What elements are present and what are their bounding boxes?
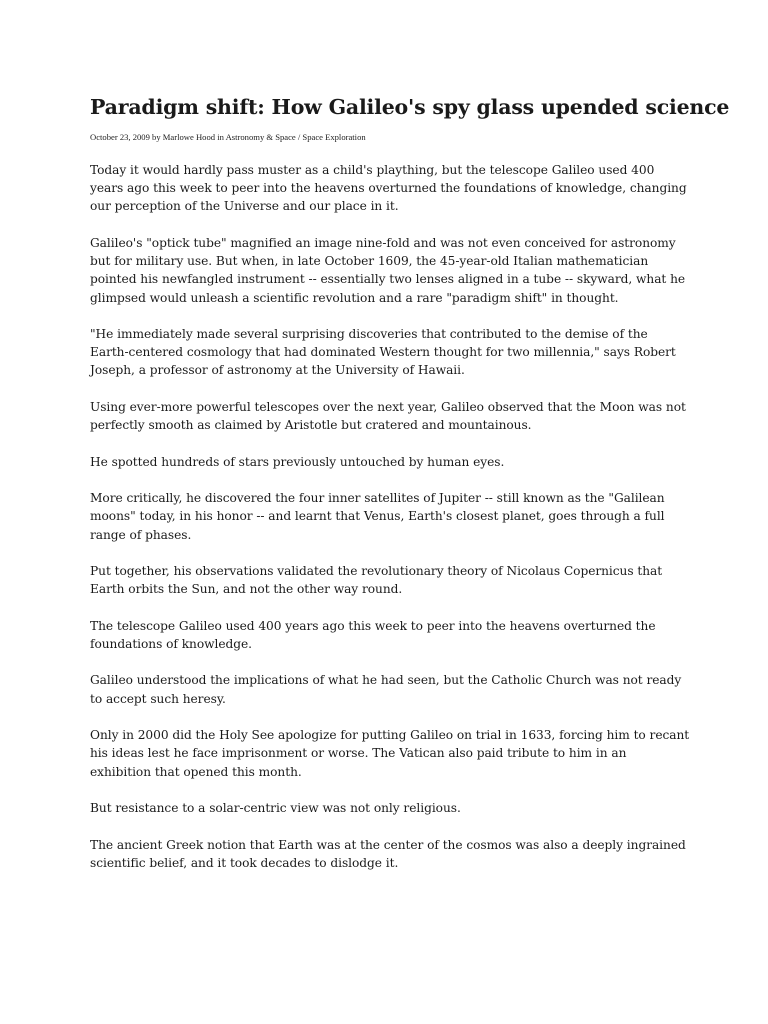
article-byline: October 23, 2009 by Marlowe Hood in Astronomy & Space / Space Exploration — [90, 132, 366, 142]
paragraph: The ancient Greek notion that Earth was at the center of the cosmos was also a deeply ingrained scientific belief, and it took decades to dislodge it. — [90, 837, 686, 870]
article-body — [90, 161, 690, 872]
paragraph: Galileo's "optick tube" magnified an image nine-fold and was not even conceived for astronomy but for military use. But when, in late October 1609, the 45-year-old Italian mathematician pointed his newfangled instrument -- essentially two lenses aligned in a tube -- skyward, what he glimpsed would unleash a scientific revolution and a rare "paradigm shift" in thought. — [90, 235, 686, 305]
paragraph: Today it would hardly pass muster as a child's plaything, but the telescope Galileo used 400 years ago this week to peer into the heavens overturned the foundations of knowledge, changing our perception of the Universe and our place in it. — [90, 163, 687, 214]
paragraph: He spotted hundreds of stars previously untouched by human eyes. — [90, 454, 505, 469]
paragraph: "He immediately made several surprising discoveries that contributed to the demise of the Earth-centered cosmology that had dominated Western thought for two millennia," says Robert Joseph, a professor of astronomy at the University of Hawaii. — [90, 327, 676, 378]
paragraph: More critically, he discovered the four inner satellites of Jupiter -- still known as the "Galilean moons" today, in his honor -- and learnt that Venus, Earth's closest planet, goes through a full range of phases. — [90, 491, 665, 542]
article-title: Paradigm shift: How Galileo's spy glass upended science — [90, 95, 730, 119]
article — [90, 92, 730, 890]
paragraph: Galileo understood the implications of what he had seen, but the Catholic Church was not ready to accept such heresy. — [90, 673, 682, 706]
paragraph: Only in 2000 did the Holy See apologize for putting Galileo on trial in 1633, forcing him to recant his ideas lest he face imprisonment or worse. The Vatican also paid tribute to him in an exhibition that opened this month. — [90, 728, 690, 779]
paragraph: Put together, his observations validated the revolutionary theory of Nicolaus Copernicus that Earth orbits the Sun, and not the other way round. — [90, 564, 663, 597]
paragraph: Using ever-more powerful telescopes over the next year, Galileo observed that the Moon was not perfectly smooth as claimed by Aristotle but cratered and mountainous. — [90, 399, 686, 433]
paragraph: But resistance to a solar-centric view was not only religious. — [90, 801, 461, 816]
paragraph: The telescope Galileo used 400 years ago this week to peer into the heavens overturned the foundations of knowledge. — [90, 618, 656, 651]
